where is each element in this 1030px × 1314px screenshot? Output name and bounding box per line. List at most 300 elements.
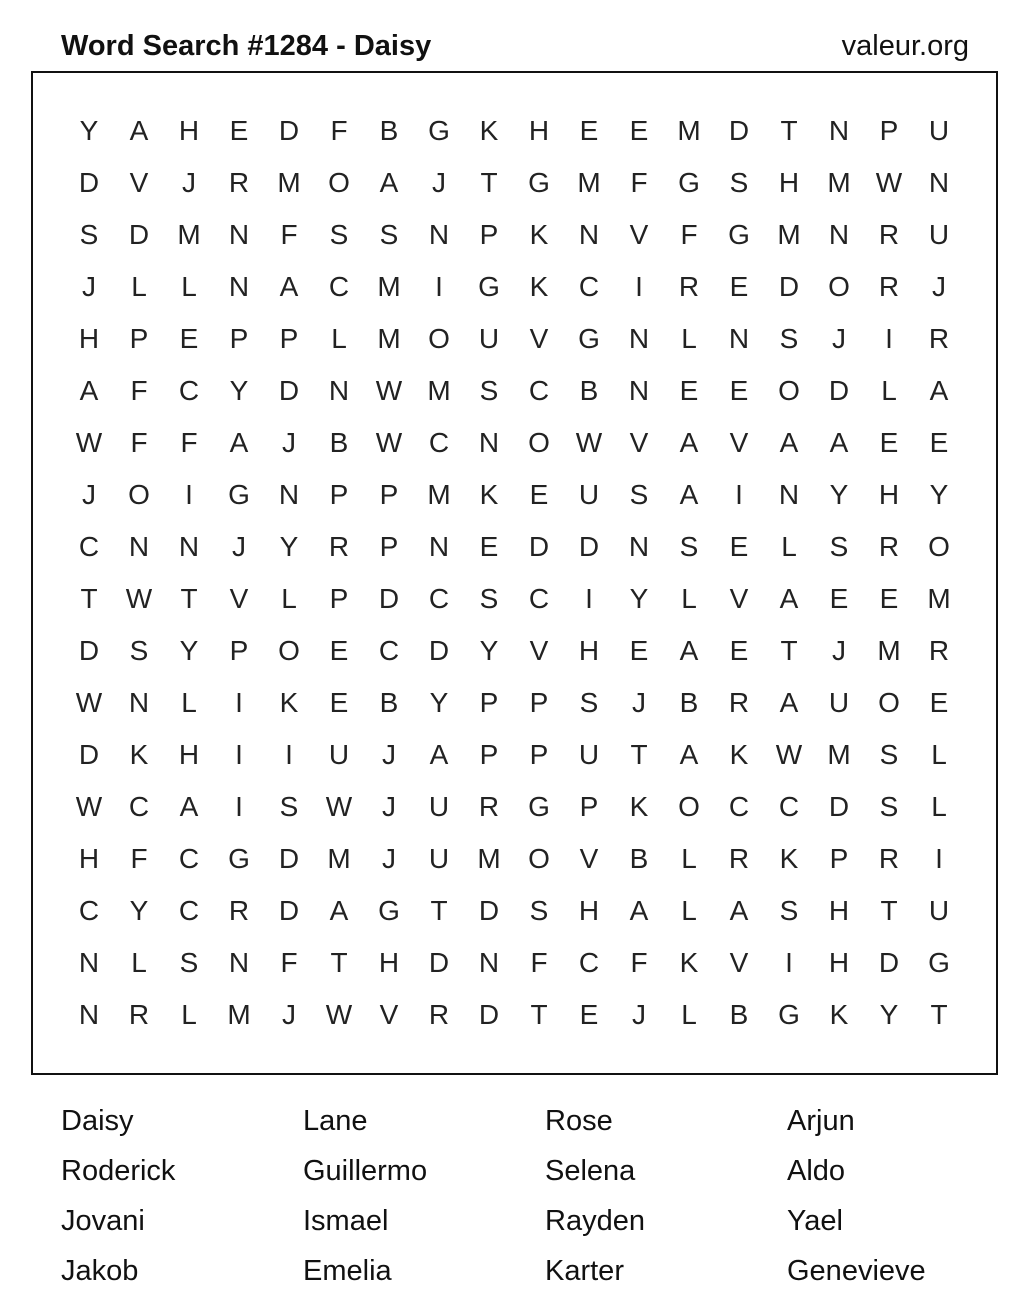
grid-letter: N: [128, 687, 150, 718]
grid-letter: F: [280, 219, 298, 250]
grid-row: [64, 885, 964, 937]
grid-letter: D: [778, 271, 800, 302]
grid-letter: G: [928, 947, 950, 978]
grid-letter: S: [79, 219, 99, 250]
grid-letter: V: [379, 999, 399, 1030]
grid-letter: M: [277, 167, 301, 198]
grid-letter: A: [679, 739, 699, 770]
grid-letter: F: [530, 947, 548, 978]
grid-letter: Y: [429, 687, 449, 718]
grid-row: [64, 677, 964, 729]
grid-letter: I: [635, 271, 643, 302]
grid-letter: E: [929, 427, 949, 458]
grid-letter: F: [180, 427, 198, 458]
grid-letter: E: [529, 479, 549, 510]
word-list-item: Rayden: [545, 1205, 645, 1237]
grid-letter: O: [528, 427, 550, 458]
grid-letter: K: [729, 739, 749, 770]
grid-row: [64, 261, 964, 313]
grid-letter: D: [278, 895, 300, 926]
grid-letter: J: [82, 479, 96, 510]
grid-letter: P: [529, 687, 549, 718]
grid-letter: P: [229, 323, 249, 354]
grid-letter: R: [878, 219, 900, 250]
grid-letter: L: [881, 375, 897, 406]
grid-letter: P: [329, 583, 349, 614]
grid-letter: D: [478, 895, 500, 926]
grid-letter: N: [828, 219, 850, 250]
grid-letter: N: [228, 271, 250, 302]
grid-letter: W: [75, 427, 103, 458]
grid-letter: E: [729, 635, 749, 666]
grid-letter: Y: [479, 635, 499, 666]
grid-row: [64, 469, 964, 521]
grid-letter: D: [578, 531, 600, 562]
grid-letter: L: [281, 583, 297, 614]
grid-letter: N: [428, 531, 450, 562]
grid-row: [64, 989, 964, 1041]
grid-letter: V: [629, 427, 649, 458]
grid-letter: U: [578, 739, 600, 770]
grid-letter: Y: [129, 895, 149, 926]
grid-letter: K: [529, 219, 549, 250]
grid-letter: U: [428, 791, 450, 822]
grid-letter: L: [681, 583, 697, 614]
grid-letter: N: [328, 375, 350, 406]
grid-letter: W: [375, 375, 403, 406]
grid-letter: S: [779, 895, 799, 926]
grid-letter: S: [179, 947, 199, 978]
grid-letter: H: [828, 947, 850, 978]
grid-letter: E: [629, 635, 649, 666]
grid-letter: E: [329, 687, 349, 718]
word-list-item: Jakob: [61, 1255, 139, 1287]
grid-letter: N: [278, 479, 300, 510]
grid-letter: S: [579, 687, 599, 718]
grid-letter: D: [428, 947, 450, 978]
grid-letter: C: [778, 791, 800, 822]
word-list-item: Roderick: [61, 1155, 176, 1187]
grid-letter: E: [929, 687, 949, 718]
word-list-item: Emelia: [303, 1255, 392, 1287]
grid-letter: I: [785, 947, 793, 978]
grid-letter: K: [679, 947, 699, 978]
grid-letter: C: [528, 583, 550, 614]
grid-letter: E: [579, 999, 599, 1030]
grid-letter: M: [227, 999, 251, 1030]
grid-row: [64, 365, 964, 417]
grid-letter: B: [579, 375, 599, 406]
grid-letter: A: [779, 687, 799, 718]
grid-letter: O: [778, 375, 800, 406]
grid-letter: L: [181, 999, 197, 1030]
grid-letter: G: [528, 167, 550, 198]
grid-letter: S: [529, 895, 549, 926]
letter-grid: [64, 105, 964, 1041]
grid-letter: A: [729, 895, 749, 926]
grid-letter: J: [832, 323, 846, 354]
grid-letter: A: [829, 427, 849, 458]
grid-letter: L: [681, 895, 697, 926]
grid-letter: P: [229, 635, 249, 666]
grid-row: [64, 521, 964, 573]
grid-letter: C: [128, 791, 150, 822]
grid-letter: K: [529, 271, 549, 302]
grid-letter: L: [931, 739, 947, 770]
grid-row: [64, 209, 964, 261]
grid-letter: L: [681, 843, 697, 874]
grid-letter: J: [932, 271, 946, 302]
grid-letter: K: [129, 739, 149, 770]
grid-letter: N: [478, 427, 500, 458]
grid-letter: A: [429, 739, 449, 770]
grid-letter: L: [131, 947, 147, 978]
grid-letter: S: [829, 531, 849, 562]
grid-letter: T: [530, 999, 548, 1030]
grid-letter: A: [679, 427, 699, 458]
grid-letter: Y: [229, 375, 249, 406]
grid-letter: G: [428, 115, 450, 146]
grid-letter: H: [378, 947, 400, 978]
grid-letter: O: [328, 167, 350, 198]
grid-letter: R: [128, 999, 150, 1030]
grid-letter: M: [877, 635, 901, 666]
grid-letter: R: [228, 895, 250, 926]
grid-letter: S: [129, 635, 149, 666]
grid-letter: K: [279, 687, 299, 718]
grid-letter: B: [729, 999, 749, 1030]
grid-letter: N: [78, 999, 100, 1030]
grid-letter: F: [130, 427, 148, 458]
grid-letter: A: [329, 895, 349, 926]
grid-letter: S: [729, 167, 749, 198]
grid-letter: C: [528, 375, 550, 406]
grid-letter: J: [632, 999, 646, 1030]
grid-letter: T: [630, 739, 648, 770]
grid-letter: A: [679, 635, 699, 666]
grid-letter: N: [778, 479, 800, 510]
grid-letter: N: [928, 167, 950, 198]
grid-letter: G: [778, 999, 800, 1030]
grid-letter: S: [629, 479, 649, 510]
grid-letter: C: [728, 791, 750, 822]
grid-letter: H: [828, 895, 850, 926]
grid-letter: R: [478, 791, 500, 822]
grid-letter: C: [578, 271, 600, 302]
grid-letter: H: [78, 323, 100, 354]
grid-letter: O: [528, 843, 550, 874]
grid-letter: C: [178, 895, 200, 926]
grid-letter: M: [427, 375, 451, 406]
grid-letter: V: [729, 427, 749, 458]
grid-letter: V: [229, 583, 249, 614]
grid-letter: O: [278, 635, 300, 666]
grid-letter: N: [578, 219, 600, 250]
grid-letter: I: [885, 323, 893, 354]
grid-letter: M: [577, 167, 601, 198]
grid-letter: R: [428, 999, 450, 1030]
grid-letter: N: [628, 323, 650, 354]
grid-letter: K: [479, 479, 499, 510]
grid-letter: V: [529, 323, 549, 354]
grid-letter: J: [832, 635, 846, 666]
word-list-item: Daisy: [61, 1105, 134, 1137]
grid-letter: E: [629, 115, 649, 146]
grid-letter: A: [629, 895, 649, 926]
grid-letter: C: [578, 947, 600, 978]
grid-letter: H: [178, 115, 200, 146]
grid-letter: M: [677, 115, 701, 146]
grid-letter: O: [878, 687, 900, 718]
grid-letter: S: [329, 219, 349, 250]
grid-letter: P: [379, 479, 399, 510]
grid-letter: G: [228, 479, 250, 510]
grid-letter: A: [929, 375, 949, 406]
grid-letter: R: [878, 271, 900, 302]
grid-letter: E: [879, 427, 899, 458]
grid-letter: I: [935, 843, 943, 874]
grid-letter: S: [879, 791, 899, 822]
grid-letter: C: [78, 531, 100, 562]
grid-letter: M: [377, 271, 401, 302]
grid-letter: T: [430, 895, 448, 926]
grid-letter: J: [282, 999, 296, 1030]
grid-letter: R: [728, 687, 750, 718]
grid-letter: M: [477, 843, 501, 874]
grid-letter: D: [428, 635, 450, 666]
grid-letter: T: [780, 115, 798, 146]
grid-letter: E: [179, 323, 199, 354]
grid-letter: I: [735, 479, 743, 510]
grid-row: [64, 573, 964, 625]
grid-letter: K: [479, 115, 499, 146]
grid-letter: P: [379, 531, 399, 562]
grid-letter: Y: [929, 479, 949, 510]
grid-letter: P: [829, 843, 849, 874]
grid-letter: D: [378, 583, 400, 614]
grid-letter: T: [330, 947, 348, 978]
grid-letter: D: [278, 843, 300, 874]
grid-letter: K: [629, 791, 649, 822]
grid-letter: B: [379, 687, 399, 718]
grid-letter: N: [128, 531, 150, 562]
grid-letter: O: [828, 271, 850, 302]
grid-letter: R: [878, 531, 900, 562]
grid-letter: D: [728, 115, 750, 146]
grid-letter: H: [578, 635, 600, 666]
grid-letter: F: [280, 947, 298, 978]
word-list-item: Aldo: [787, 1155, 846, 1187]
grid-letter: P: [279, 323, 299, 354]
grid-letter: U: [828, 687, 850, 718]
grid-letter: E: [479, 531, 499, 562]
grid-letter: L: [181, 271, 197, 302]
grid-letter: K: [829, 999, 849, 1030]
grid-letter: U: [928, 895, 950, 926]
grid-letter: D: [828, 791, 850, 822]
grid-letter: S: [679, 531, 699, 562]
grid-letter: I: [235, 687, 243, 718]
grid-row: [64, 937, 964, 989]
grid-letter: R: [678, 271, 700, 302]
grid-letter: M: [827, 739, 851, 770]
grid-letter: V: [729, 583, 749, 614]
grid-letter: I: [185, 479, 193, 510]
grid-letter: G: [378, 895, 400, 926]
grid-letter: C: [78, 895, 100, 926]
grid-letter: V: [129, 167, 149, 198]
grid-letter: N: [628, 375, 650, 406]
grid-letter: C: [428, 583, 450, 614]
grid-letter: M: [777, 219, 801, 250]
grid-letter: N: [478, 947, 500, 978]
word-list-item: Arjun: [787, 1105, 855, 1137]
grid-letter: Y: [629, 583, 649, 614]
grid-letter: M: [927, 583, 951, 614]
grid-letter: U: [328, 739, 350, 770]
grid-letter: A: [779, 583, 799, 614]
grid-letter: I: [285, 739, 293, 770]
grid-letter: N: [428, 219, 450, 250]
grid-letter: H: [178, 739, 200, 770]
grid-letter: C: [378, 635, 400, 666]
grid-letter: W: [575, 427, 603, 458]
grid-letter: T: [880, 895, 898, 926]
grid-row: [64, 729, 964, 781]
grid-row: [64, 105, 964, 157]
grid-letter: B: [629, 843, 649, 874]
grid-letter: B: [329, 427, 349, 458]
grid-letter: F: [630, 947, 648, 978]
grid-letter: U: [578, 479, 600, 510]
grid-letter: E: [729, 271, 749, 302]
grid-letter: A: [229, 427, 249, 458]
grid-letter: C: [428, 427, 450, 458]
grid-letter: L: [781, 531, 797, 562]
grid-letter: W: [75, 791, 103, 822]
grid-letter: M: [177, 219, 201, 250]
grid-letter: A: [79, 375, 99, 406]
grid-letter: Y: [879, 999, 899, 1030]
grid-letter: J: [282, 427, 296, 458]
grid-letter: Y: [279, 531, 299, 562]
grid-letter: F: [680, 219, 698, 250]
grid-letter: G: [578, 323, 600, 354]
grid-letter: O: [678, 791, 700, 822]
word-list: [61, 1096, 1029, 1296]
grid-letter: R: [228, 167, 250, 198]
grid-letter: N: [828, 115, 850, 146]
grid-letter: D: [278, 115, 300, 146]
grid-letter: B: [679, 687, 699, 718]
grid-letter: T: [80, 583, 98, 614]
grid-letter: N: [178, 531, 200, 562]
grid-letter: H: [528, 115, 550, 146]
grid-letter: M: [827, 167, 851, 198]
grid-letter: W: [325, 791, 353, 822]
grid-letter: R: [728, 843, 750, 874]
grid-letter: T: [180, 583, 198, 614]
grid-letter: L: [681, 323, 697, 354]
grid-row: [64, 781, 964, 833]
grid-letter: N: [728, 323, 750, 354]
grid-row: [64, 417, 964, 469]
grid-letter: T: [780, 635, 798, 666]
grid-letter: A: [129, 115, 149, 146]
word-list-item: Ismael: [303, 1205, 389, 1237]
site-name: valeur.org: [841, 30, 969, 62]
grid-letter: D: [528, 531, 550, 562]
grid-letter: P: [479, 219, 499, 250]
grid-letter: W: [125, 583, 153, 614]
grid-letter: N: [78, 947, 100, 978]
grid-letter: A: [379, 167, 399, 198]
grid-letter: D: [878, 947, 900, 978]
grid-letter: C: [178, 375, 200, 406]
grid-letter: J: [382, 843, 396, 874]
grid-letter: C: [328, 271, 350, 302]
grid-letter: L: [131, 271, 147, 302]
grid-letter: E: [329, 635, 349, 666]
grid-letter: I: [435, 271, 443, 302]
grid-letter: J: [632, 687, 646, 718]
grid-letter: G: [228, 843, 250, 874]
grid-letter: V: [529, 635, 549, 666]
grid-letter: D: [128, 219, 150, 250]
grid-letter: J: [232, 531, 246, 562]
word-list-item: Jovani: [61, 1205, 145, 1237]
grid-letter: T: [930, 999, 948, 1030]
grid-letter: S: [379, 219, 399, 250]
grid-letter: V: [629, 219, 649, 250]
grid-letter: E: [679, 375, 699, 406]
grid-letter: R: [928, 635, 950, 666]
word-list-item: Lane: [303, 1105, 368, 1137]
grid-letter: M: [377, 323, 401, 354]
grid-letter: P: [579, 791, 599, 822]
grid-letter: W: [75, 687, 103, 718]
word-list-item: Selena: [545, 1155, 636, 1187]
grid-letter: J: [382, 791, 396, 822]
grid-letter: E: [729, 531, 749, 562]
grid-letter: Y: [829, 479, 849, 510]
grid-letter: D: [78, 739, 100, 770]
grid-letter: S: [479, 375, 499, 406]
grid-row: [64, 625, 964, 677]
grid-letter: I: [235, 791, 243, 822]
word-list-item: Guillermo: [303, 1155, 428, 1187]
grid-letter: E: [579, 115, 599, 146]
word-list-item: Genevieve: [787, 1255, 926, 1287]
grid-letter: C: [178, 843, 200, 874]
grid-letter: Y: [179, 635, 199, 666]
grid-letter: J: [82, 271, 96, 302]
grid-letter: F: [130, 843, 148, 874]
grid-letter: L: [181, 687, 197, 718]
puzzle-title: Word Search #1284 - Daisy: [61, 30, 432, 62]
grid-letter: D: [278, 375, 300, 406]
grid-letter: A: [679, 479, 699, 510]
grid-letter: A: [279, 271, 299, 302]
grid-letter: D: [828, 375, 850, 406]
grid-letter: A: [779, 427, 799, 458]
grid-letter: U: [428, 843, 450, 874]
grid-letter: P: [529, 739, 549, 770]
grid-letter: W: [875, 167, 903, 198]
grid-letter: P: [129, 323, 149, 354]
grid-letter: U: [928, 115, 950, 146]
grid-letter: D: [78, 635, 100, 666]
